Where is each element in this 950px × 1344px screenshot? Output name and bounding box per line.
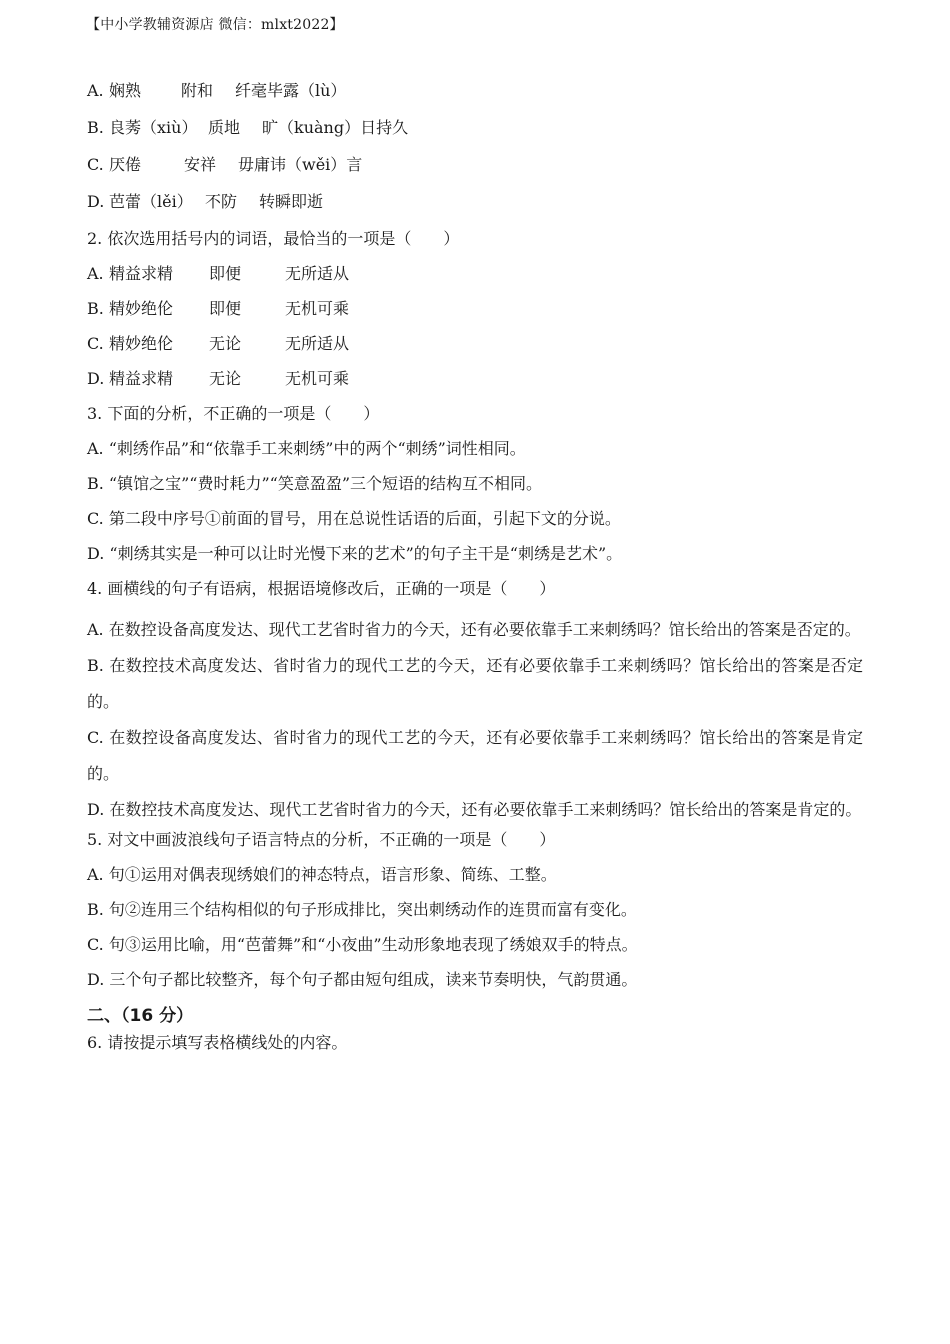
q5-option-a: A. 句①运用对偶表现绣娘们的神态特点，语言形象、简练、工整。 [87,865,557,884]
document-header: 【中小学教辅资源店 微信：mlxt2022】 [86,17,344,33]
q3-option-d: D. “刺绣其实是一种可以让时光慢下来的艺术”的句子主干是“刺绣是艺术”。 [87,544,623,563]
q5-option-d: D. 三个句子都比较整齐，每个句子都由短句组成，读来节奏明快，气韵贯通。 [87,970,638,989]
q1-option-b: B. 良莠（xiù） 质地 旷（kuàng）日持久 [87,118,409,137]
q1-option-d: D. 芭蕾（lěi） 不防 转瞬即逝 [87,192,324,211]
question-2 [87,227,863,402]
q2-option-d: D. 精益求精 无论 无机可乘 [87,369,350,388]
document-body [87,79,863,1066]
section-2 [87,1003,863,1066]
q5-stem: 5. 对文中画波浪线句子语言特点的分析，不正确的一项是（ ） [87,830,556,849]
q4-option-a: A. 在数控设备高度发达、现代工艺省时省力的今天，还有必要依靠手工来刺绣吗？馆长给出的答案是否定的。 [87,620,861,639]
question-4 [87,577,863,828]
q6-stem: 6. 请按提示填写表格横线处的内容。 [87,1033,348,1052]
q5-option-c: C. 句③运用比喻，用“芭蕾舞”和“小夜曲”生动形象地表现了绣娘双手的特点。 [87,935,638,954]
q3-option-a: A. “刺绣作品”和“依靠手工来刺绣”中的两个“刺绣”词性相同。 [87,439,526,458]
q4-option-b: B. 在数控技术高度发达、省时省力的现代工艺的今天，还有必要依靠手工来刺绣吗？馆长给出的答案是否定的。 [87,656,863,711]
q3-option-c: C. 第二段中序号①前面的冒号，用在总说性话语的后面，引起下文的分说。 [87,509,621,528]
q1-options [87,79,863,227]
q4-option-d: D. 在数控技术高度发达、现代工艺省时省力的今天，还有必要依靠手工来刺绣吗？馆长给出的答案是肯定的。 [87,800,862,819]
q3-option-b: B. “镇馆之宝”“费时耗力”“笑意盈盈”三个短语的结构互不相同。 [87,474,543,493]
question-3 [87,402,863,577]
q1-option-c: C. 厌倦 安祥 毋庸讳（wěi）言 [87,155,363,174]
question-5 [87,828,863,1003]
q4-option-c: C. 在数控设备高度发达、省时省力的现代工艺的今天，还有必要依靠手工来刺绣吗？馆长给出的答案是肯定的。 [87,728,863,783]
q2-option-a: A. 精益求精 即便 无所适从 [87,264,350,283]
section-2-title: 二、（16 分） [87,1006,194,1026]
q1-option-a: A. 娴熟 附和 纤毫毕露（lù） [87,81,347,100]
q5-option-b: B. 句②连用三个结构相似的句子形成排比，突出刺绣动作的连贯而富有变化。 [87,900,637,919]
q3-stem: 3. 下面的分析，不正确的一项是（ ） [87,404,380,423]
q4-stem: 4. 画横线的句子有语病，根据语境修改后，正确的一项是（ ） [87,579,556,598]
q2-stem: 2. 依次选用括号内的词语，最恰当的一项是（ ） [87,229,460,248]
q2-option-b: B. 精妙绝伦 即便 无机可乘 [87,299,350,318]
q2-option-c: C. 精妙绝伦 无论 无所适从 [87,334,350,353]
